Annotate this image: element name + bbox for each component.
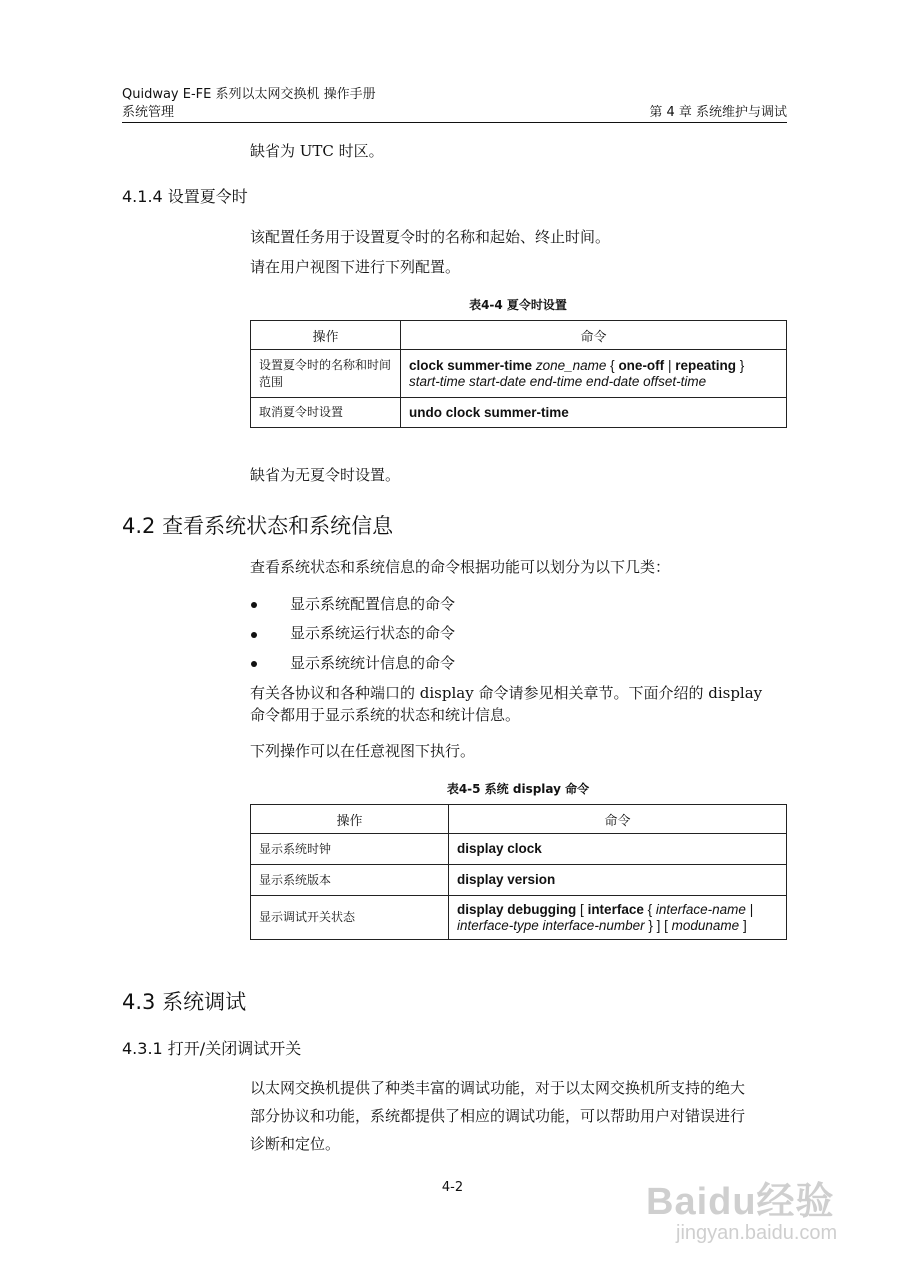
table-cell-operation: 显示系统版本 bbox=[251, 865, 449, 896]
table-4-4 bbox=[250, 320, 787, 428]
bullet-dot bbox=[251, 632, 257, 638]
table-row bbox=[251, 896, 787, 940]
header-section: 系统管理 bbox=[122, 105, 175, 120]
cmd-brace: } bbox=[739, 357, 745, 373]
table-cell-operation: 取消夏令时设置 bbox=[251, 398, 401, 428]
section-4-2-heading: 4.2 查看系统状态和系统信息 bbox=[122, 514, 394, 538]
s43-paragraph-1 bbox=[250, 1074, 786, 1158]
section-4-1-4-heading: 4.1.4 设置夏令时 bbox=[122, 187, 248, 206]
table-header-operation: 操作 bbox=[251, 321, 401, 350]
cmd-param: interface-type interface-number bbox=[457, 917, 645, 933]
cmd-keyword: interface bbox=[587, 901, 644, 917]
cmd-param: zone_name bbox=[535, 357, 607, 373]
s42-paragraph-2 bbox=[250, 682, 786, 726]
s414-paragraph-3: 缺省为无夏令时设置。 bbox=[250, 466, 401, 484]
cmd-keyword: one-off bbox=[618, 357, 665, 373]
table-cell-operation: 显示系统时钟 bbox=[251, 834, 449, 865]
cmd-bracket: [ bbox=[580, 901, 584, 917]
table-row bbox=[251, 865, 787, 896]
default-utc-text: 缺省为 UTC 时区。 bbox=[250, 142, 384, 160]
header-chapter: 第 4 章 系统维护与调试 bbox=[649, 105, 787, 120]
table-cell-command: display version bbox=[449, 865, 787, 896]
s414-paragraph-2: 请在用户视图下进行下列配置。 bbox=[250, 258, 461, 276]
header-title: Quidway E-FE 系列以太网交换机 操作手册 bbox=[122, 87, 376, 102]
section-4-3-1-heading: 4.3.1 打开/关闭调试开关 bbox=[122, 1039, 302, 1058]
list-item: 显示系统运行状态的命令 bbox=[290, 624, 456, 642]
table-row bbox=[251, 834, 787, 865]
s43-paragraph-1-line-3: 诊断和定位。 bbox=[250, 1135, 341, 1153]
table-cell-command: display clock bbox=[449, 834, 787, 865]
cmd-keyword: display debugging bbox=[457, 901, 577, 917]
table-4-5 bbox=[250, 804, 787, 940]
cmd-brace: { bbox=[610, 357, 615, 373]
list-item: 显示系统统计信息的命令 bbox=[290, 654, 456, 672]
cmd-bracket: } ] [ bbox=[648, 917, 668, 933]
watermark-logo: Baidu经验 bbox=[646, 1181, 835, 1223]
table-4-5-caption: 表4-5 系统 display 命令 bbox=[446, 782, 590, 796]
section-4-3-heading: 4.3 系统调试 bbox=[122, 990, 247, 1014]
bullet-dot bbox=[251, 661, 257, 667]
cmd-brace: { bbox=[647, 901, 653, 917]
cmd-pipe: | bbox=[667, 357, 672, 373]
page-number: 4-2 bbox=[441, 1180, 464, 1195]
bullet-dot bbox=[251, 602, 257, 608]
list-item: 显示系统配置信息的命令 bbox=[290, 595, 456, 613]
cmd-param: start-time start-date end-time end-date offset-time bbox=[409, 373, 707, 389]
table-header-command: 命令 bbox=[449, 805, 787, 834]
table-header-operation: 操作 bbox=[251, 805, 449, 834]
table-4-4-caption: 表4-4 夏令时设置 bbox=[469, 298, 567, 312]
cmd-keyword: repeating bbox=[675, 357, 736, 373]
watermark-url: jingyan.baidu.com bbox=[676, 1222, 838, 1244]
s43-paragraph-1-line-1: 以太网交换机提供了种类丰富的调试功能，对于以太网交换机所支持的绝大 bbox=[250, 1079, 746, 1097]
cmd-param: moduname bbox=[671, 917, 740, 933]
table-cell-operation: 显示调试开关状态 bbox=[251, 896, 449, 940]
s42-paragraph-2-line-1: 有关各协议和各种端口的 display 命令请参见相关章节。下面介绍的 display bbox=[250, 684, 763, 702]
s42-paragraph-3: 下列操作可以在任意视图下执行。 bbox=[250, 742, 476, 760]
header-rule bbox=[122, 122, 787, 123]
s43-paragraph-1-line-2: 部分协议和功能，系统都提供了相应的调试功能，可以帮助用户对错误进行 bbox=[250, 1107, 746, 1125]
cmd-pipe: | bbox=[749, 901, 754, 917]
cmd-bracket: ] bbox=[742, 917, 747, 933]
cmd-param: interface-name bbox=[655, 901, 746, 917]
s414-paragraph-1: 该配置任务用于设置夏令时的名称和起始、终止时间。 bbox=[250, 228, 611, 246]
s42-paragraph-2-line-2: 命令都用于显示系统的状态和统计信息。 bbox=[250, 706, 521, 724]
table-row bbox=[251, 398, 787, 428]
table-cell-command bbox=[449, 896, 787, 940]
table-header-command: 命令 bbox=[401, 321, 787, 350]
s42-paragraph-1: 查看系统状态和系统信息的命令根据功能可以划分为以下几类： bbox=[250, 558, 671, 576]
table-cell-command bbox=[401, 350, 787, 398]
table-row bbox=[251, 350, 787, 398]
table-cell-command: undo clock summer-time bbox=[401, 398, 787, 428]
cmd-keyword: clock summer-time bbox=[409, 357, 533, 373]
table-cell-operation: 设置夏令时的名称和时间范围 bbox=[251, 350, 401, 398]
